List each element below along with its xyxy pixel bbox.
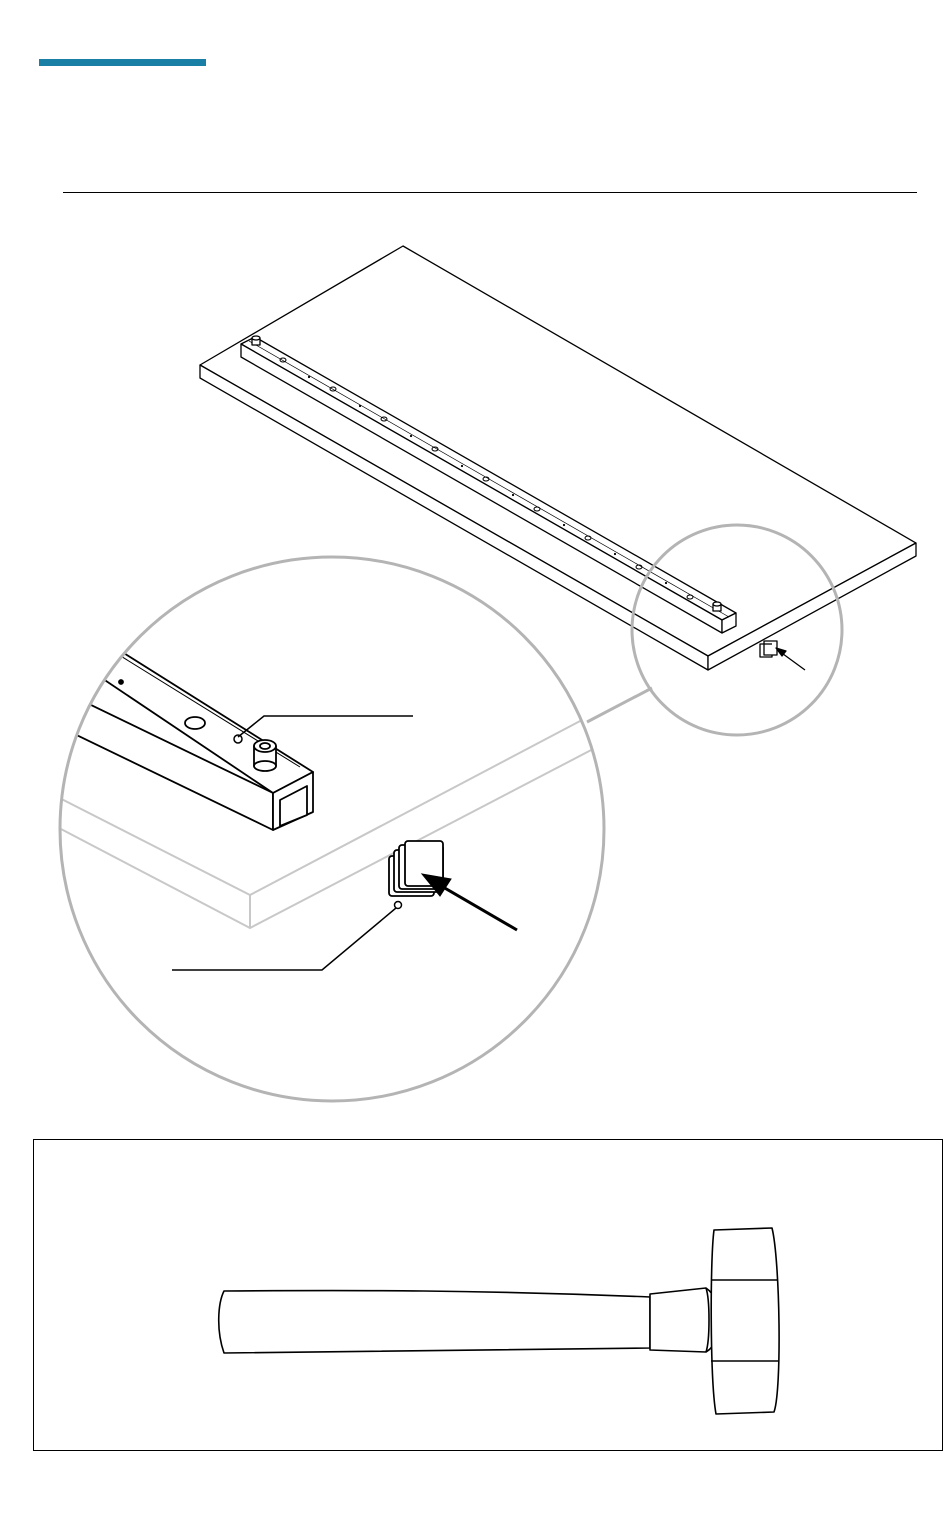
table-top-panel [200, 246, 916, 670]
end-cap-small [760, 641, 777, 657]
detail-view [40, 635, 620, 970]
rubber-mallet-icon [34, 1140, 942, 1450]
leader-lines [172, 716, 413, 970]
arrow-large [422, 874, 517, 930]
rail-stud-left [252, 336, 260, 345]
rail-stud-right [713, 602, 721, 611]
tool-box [33, 1139, 943, 1451]
arrow-small [776, 648, 805, 670]
callout-circle-large [60, 557, 604, 1101]
